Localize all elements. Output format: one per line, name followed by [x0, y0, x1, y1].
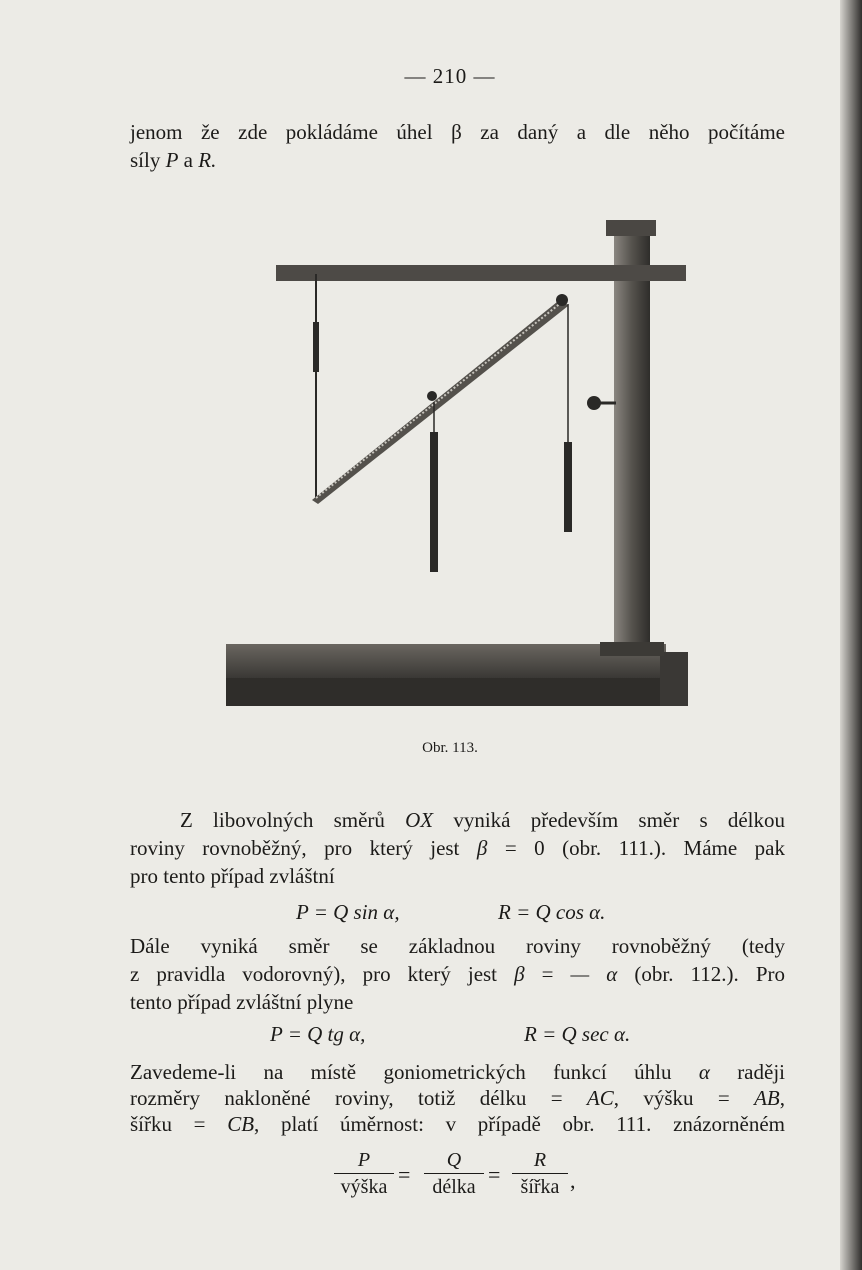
fraction-p-vyska: [334, 1148, 394, 1198]
fraction-bar: [512, 1173, 568, 1174]
math-symbol: CB: [227, 1112, 255, 1136]
math-symbol: α: [698, 1060, 710, 1084]
paragraph1-line-3: pro tento případ zvláštní: [130, 864, 335, 888]
text-fragment: a: [178, 148, 199, 172]
post-foot: [600, 642, 664, 656]
paragraph3-line-2: [130, 1084, 785, 1112]
vertical-post: [614, 234, 650, 654]
figure-caption: Obr. 113.: [422, 740, 478, 756]
fraction-numerator: Q: [446, 1149, 462, 1171]
text-fragment: raději: [709, 1060, 785, 1084]
inclined-plane-figure: [220, 212, 695, 712]
fraction-bar: [424, 1173, 484, 1174]
base-board-front: [226, 678, 666, 706]
weight-stack-right: [564, 442, 572, 532]
formula-sec: R = Q sec α.: [524, 1022, 631, 1046]
text-fragment: ,: [779, 1086, 786, 1110]
text-fragment: roviny rovnoběžný, pro který jest: [130, 836, 477, 860]
post-cap: [606, 220, 656, 236]
equals-sign: =: [488, 1162, 501, 1187]
text-fragment: Z libovolných směrů: [180, 808, 406, 832]
weight-stack-center: [430, 432, 438, 572]
paragraph1-line-2: [130, 834, 785, 862]
paragraph3-line-1: [130, 1058, 785, 1086]
math-symbol: AC: [586, 1086, 614, 1110]
math-symbol: β: [514, 962, 525, 986]
fraction-r-sirka: [512, 1148, 568, 1198]
fraction-q-delka: [424, 1148, 484, 1198]
cart-wheel: [427, 391, 437, 401]
formula-tg: P = Q tg α,: [270, 1022, 366, 1046]
text-fragment: šířku =: [130, 1112, 228, 1136]
fraction-denominator: šířka: [520, 1176, 560, 1198]
math-symbol: β: [476, 836, 488, 860]
page-number: — 210 —: [404, 64, 496, 88]
paragraph2-line-2: [130, 960, 785, 988]
pulley: [556, 294, 568, 306]
text-fragment: z pravidla vodorovný), pro který jest: [130, 962, 515, 986]
text-fragment: vyniká především směr s délkou: [433, 808, 785, 832]
formula-cos: R = Q cos α.: [498, 900, 606, 924]
math-symbol: P: [165, 148, 179, 172]
text-fragment: rozměry nakloněné roviny, totiž délku =: [130, 1086, 587, 1110]
book-spine-shadow: [840, 0, 862, 1270]
formula-sin: P = Q sin α,: [296, 900, 400, 924]
trailing-comma: ,: [570, 1168, 576, 1193]
fraction-denominator: výška: [340, 1176, 388, 1198]
paragraph2-line-3: tento případ zvláštní plyne: [130, 990, 354, 1014]
math-symbol: — α: [570, 962, 618, 986]
intro-line-2: [130, 146, 785, 174]
text-fragment: , výšku =: [613, 1086, 755, 1110]
paragraph1-line-1: [180, 806, 785, 834]
fraction-denominator: délka: [432, 1176, 476, 1198]
base-block: [660, 652, 688, 706]
text-fragment: =: [524, 962, 571, 986]
text-fragment: síly: [130, 148, 166, 172]
math-symbol: AB: [754, 1086, 780, 1110]
knob: [587, 396, 601, 410]
math-symbol: OX: [405, 808, 434, 832]
text-fragment: = 0 (obr. 111.). Máme pak: [487, 836, 785, 860]
text-fragment: (obr. 112.). Pro: [617, 962, 785, 986]
top-crossbar: [276, 265, 686, 281]
text-fragment: , platí úměrnost: v případě obr. 111. znázorněném: [254, 1112, 786, 1136]
paragraph3-line-3: [130, 1110, 785, 1138]
text-fragment: Zavedeme-li na místě goniometrických funkcí úhlu: [130, 1060, 699, 1084]
equals-sign: =: [398, 1162, 411, 1187]
math-symbol: R.: [198, 148, 217, 172]
paragraph2-line-1: Dále vyniká směr se základnou roviny rovnoběžný (tedy: [130, 934, 785, 958]
left-rod-weight: [313, 322, 319, 372]
fraction-numerator: R: [533, 1149, 547, 1171]
intro-line-1: jenom že zde pokládáme úhel β za daný a dle něho počítáme: [130, 120, 785, 144]
fraction-bar: [334, 1173, 394, 1174]
fraction-numerator: P: [357, 1149, 371, 1171]
